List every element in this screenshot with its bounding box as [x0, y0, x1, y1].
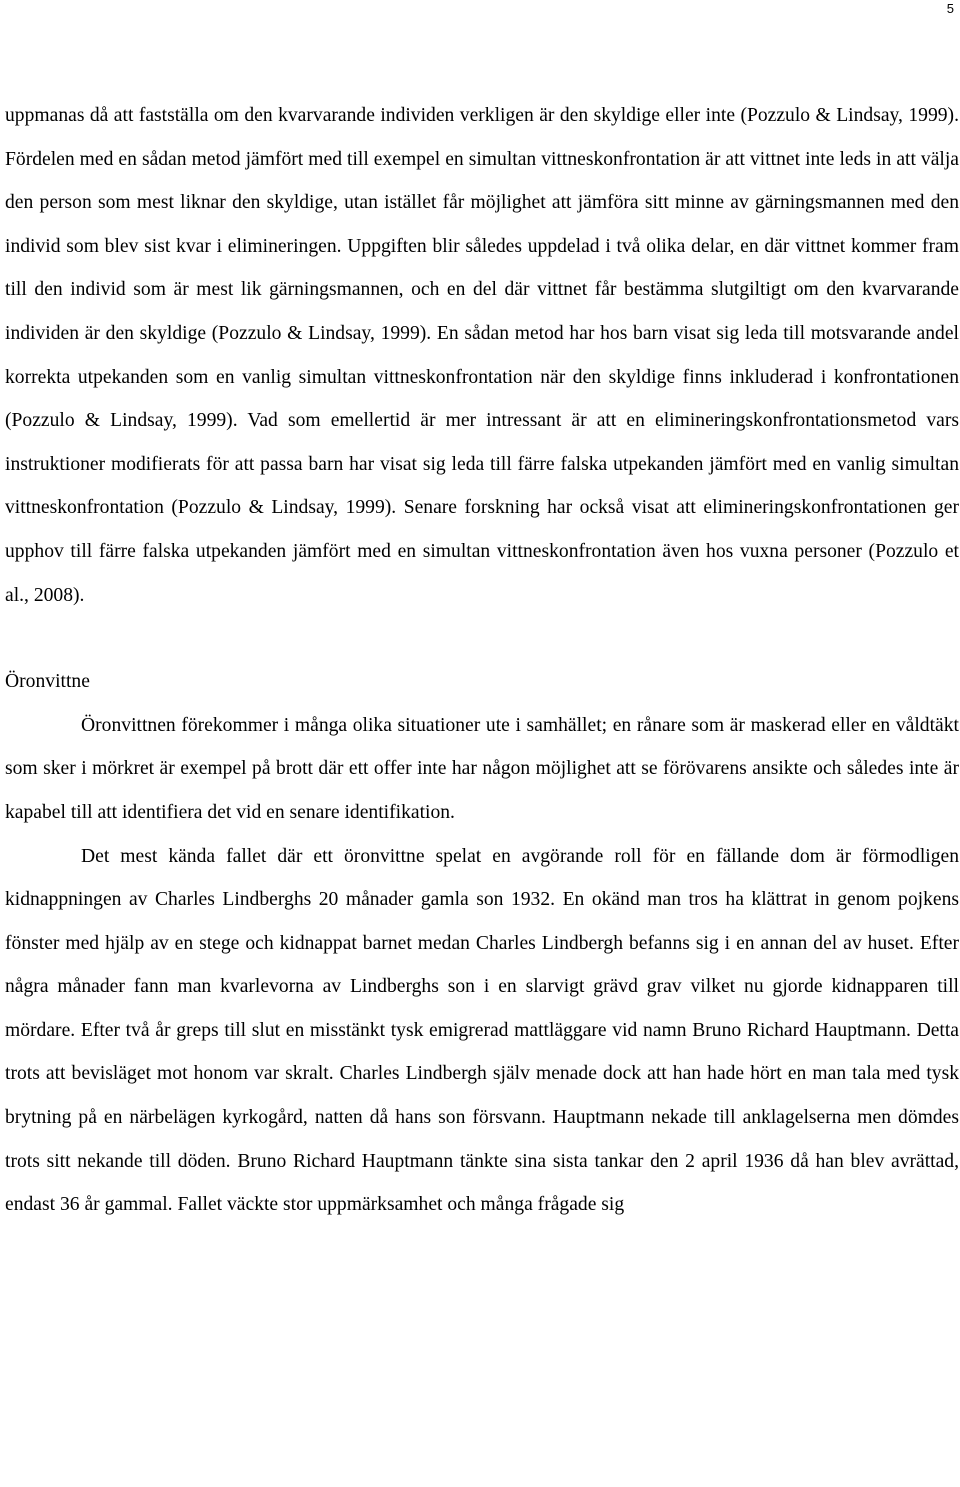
paragraph-earwitness-intro: Öronvittnen förekommer i många olika situationer ute i samhället; en rånare som är maskerad eller en våldtäkt som sker i mörkret är exempel på brott där ett offer inte har någon möjlighet att se förövarens ansikte och således inte är kapabel till att identifiera det vid en senare identifikation. [5, 714, 959, 823]
paragraph-elimination-lineup: uppmanas då att fastställa om den kvarvarande individen verkligen är den skyldige eller inte (Pozzulo & Lindsay, 1999). Fördelen med en sådan metod jämfört med till exempel en simultan vittneskonfrontation är att vittnet inte leds in att välja den person som mest liknar den skyldige, utan istället får möjlighet att jämföra sitt minne av gärningsmannen med den individ som blev sist kvar i elimineringen. Uppgiften blir således uppdelad i två olika delar, en där vittnet kommer fram till den individ som är mest lik gärningsmannen, och en del där vittnet får bestämma slutgiltigt om den kvarvarande individen är den skyldige (Pozzulo & Lindsay, 1999). En sådan metod har hos barn visat sig leda till motsvarande andel korrekta utpekanden som en vanlig simultan vittneskonfrontation när den skyldige finns inkluderad i konfrontationen (Pozzulo & Lindsay, 1999). Vad som emellertid är mer intressant är att en elimineringskonfrontationsmetod vars instruktioner modifierats för att passa barn har visat sig leda till färre falska utpekanden jämfört med en vanlig simultan vittneskonfrontation (Pozzulo & Lindsay, 1999). Senare forskning har också visat att elimineringskonfrontationen ger upphov till färre falska utpekanden jämfört med en simultan vittneskonfrontation även hos vuxna personer (Pozzulo et al., 2008). [5, 105, 959, 606]
document-body [5, 94, 959, 1227]
paragraph-lindbergh-case: Det mest kända fallet där ett öronvittne spelat en avgörande roll för en fällande dom är förmodligen kidnappningen av Charles Lindberghs 20 månader gamla son 1932. En okänd man tros ha klättrat in genom pojkens fönster med hjälp av en stege och kidnappat barnet medan Charles Lindbergh befanns sig i en annan del av huset. Efter några månader fann man kvarlevorna av Lindberghs son i en slarvigt grävd grav vilket nu gjorde kidnapparen till mördare. Efter två år greps till slut en misstänkt tysk emigrerad mattläggare vid namn Bruno Richard Hauptmann. Detta trots att bevisläget mot honom var skralt. Charles Lindbergh själv menade dock att han hade hört en man tala med tysk brytning på en närbelägen kyrkogård, natten då hans son försvann. Hauptmann nekade till anklagelserna men dömdes trots sitt nekande till döden. Bruno Richard Hauptmann tänkte sina sista tankar den 2 april 1936 då han blev avrättad, endast 36 år gammal. Fallet väckte stor uppmärksamhet och många frågade sig [5, 845, 959, 1216]
section-heading: Öronvittne [5, 671, 90, 693]
page-number: 5 [946, 1, 954, 16]
